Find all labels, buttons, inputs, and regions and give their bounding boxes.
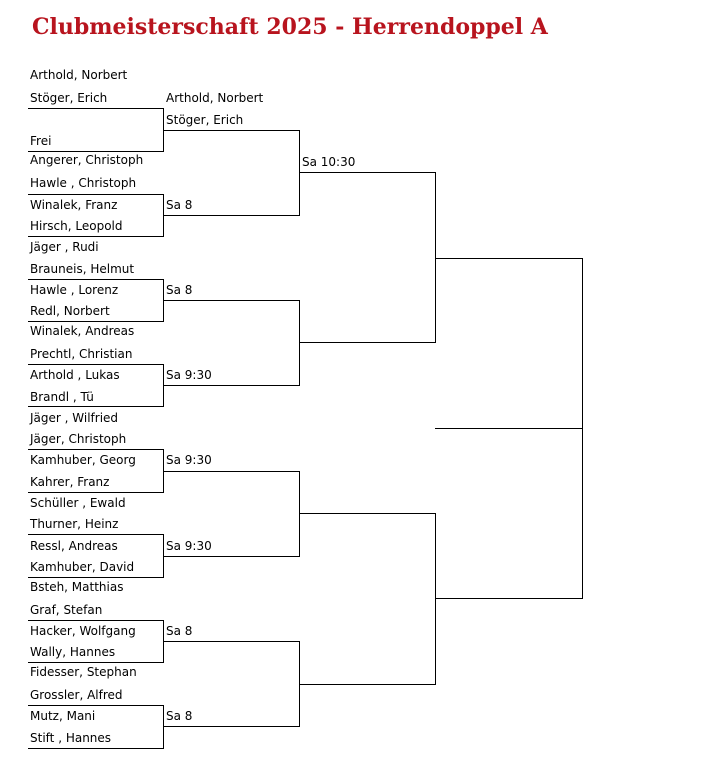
player-name: Brauneis, Helmut bbox=[30, 262, 135, 276]
bracket-line bbox=[163, 641, 300, 642]
player-name: Schüller , Ewald bbox=[30, 496, 126, 510]
match-time: Sa 9:30 bbox=[166, 539, 212, 553]
bracket-line bbox=[28, 748, 164, 749]
player-name: Angerer, Christoph bbox=[30, 153, 144, 167]
page-title: Clubmeisterschaft 2025 - Herrendoppel A bbox=[32, 14, 548, 40]
bracket-line bbox=[299, 513, 436, 514]
player-name: Fidesser, Stephan bbox=[30, 665, 137, 679]
round2-player: Arthold, Norbert bbox=[166, 91, 264, 105]
bracket-line bbox=[28, 321, 164, 322]
player-name: Frei bbox=[30, 134, 52, 148]
player-name: Bsteh, Matthias bbox=[30, 580, 124, 594]
bracket-line bbox=[299, 130, 300, 216]
player-name: Hawle , Lorenz bbox=[30, 283, 119, 297]
player-name: Graf, Stefan bbox=[30, 603, 103, 617]
bracket-line bbox=[299, 300, 300, 386]
bracket-line bbox=[163, 215, 300, 216]
match-time: Sa 10:30 bbox=[302, 155, 356, 169]
match-time: Sa 9:30 bbox=[166, 368, 212, 382]
bracket-line bbox=[163, 471, 300, 472]
bracket-line bbox=[163, 726, 300, 727]
bracket-line bbox=[28, 577, 164, 578]
bracket-line bbox=[28, 492, 164, 493]
player-name: Winalek, Franz bbox=[30, 198, 118, 212]
match-time: Sa 8 bbox=[166, 283, 193, 297]
bracket-line bbox=[163, 300, 300, 301]
bracket-line bbox=[28, 108, 164, 109]
player-name: Hirsch, Leopold bbox=[30, 219, 123, 233]
player-name: Mutz, Mani bbox=[30, 709, 96, 723]
bracket-line bbox=[28, 705, 164, 706]
player-name: Kamhuber, Georg bbox=[30, 453, 136, 467]
player-name: Thurner, Heinz bbox=[30, 517, 119, 531]
match-time: Sa 9:30 bbox=[166, 453, 212, 467]
bracket-line bbox=[28, 406, 164, 407]
player-name: Jäger, Christoph bbox=[30, 432, 127, 446]
match-time: Sa 8 bbox=[166, 198, 193, 212]
bracket-line bbox=[28, 279, 164, 280]
bracket-line bbox=[28, 620, 164, 621]
player-name: Kamhuber, David bbox=[30, 560, 135, 574]
bracket-line bbox=[28, 151, 164, 152]
bracket-line bbox=[299, 684, 436, 685]
bracket-line bbox=[299, 172, 436, 173]
player-name: Jäger , Rudi bbox=[30, 240, 99, 254]
player-name: Grossler, Alfred bbox=[30, 688, 123, 702]
match-time: Sa 8 bbox=[166, 709, 193, 723]
player-name: Prechtl, Christian bbox=[30, 347, 133, 361]
bracket-line bbox=[28, 236, 164, 237]
player-name: Kahrer, Franz bbox=[30, 475, 110, 489]
player-name: Redl, Norbert bbox=[30, 304, 110, 318]
bracket-line bbox=[163, 130, 300, 131]
bracket-line bbox=[435, 258, 583, 259]
bracket-line bbox=[299, 342, 436, 343]
player-name: Hawle , Christoph bbox=[30, 176, 137, 190]
bracket-line bbox=[28, 364, 164, 365]
bracket-line bbox=[435, 428, 583, 429]
player-name: Stift , Hannes bbox=[30, 731, 112, 745]
match-time: Sa 8 bbox=[166, 624, 193, 638]
player-name: Ressl, Andreas bbox=[30, 539, 118, 553]
player-name: Jäger , Wilfried bbox=[30, 411, 119, 425]
player-name: Hacker, Wolfgang bbox=[30, 624, 136, 638]
bracket-line bbox=[28, 449, 164, 450]
player-name: Arthold , Lukas bbox=[30, 368, 120, 382]
bracket-line bbox=[435, 513, 436, 685]
player-name: Wally, Hannes bbox=[30, 645, 116, 659]
player-name: Brandl , Tü bbox=[30, 390, 94, 404]
bracket-line bbox=[299, 471, 300, 557]
bracket-line bbox=[163, 385, 300, 386]
bracket-line bbox=[28, 534, 164, 535]
bracket-line bbox=[28, 662, 164, 663]
bracket-line bbox=[28, 194, 164, 195]
player-name: Winalek, Andreas bbox=[30, 324, 135, 338]
bracket-line bbox=[435, 598, 583, 599]
bracket-line bbox=[163, 705, 164, 749]
player-name: Arthold, Norbert bbox=[30, 68, 128, 82]
round2-player: Stöger, Erich bbox=[166, 113, 244, 127]
player-name: Stöger, Erich bbox=[30, 91, 108, 105]
bracket-line bbox=[163, 556, 300, 557]
